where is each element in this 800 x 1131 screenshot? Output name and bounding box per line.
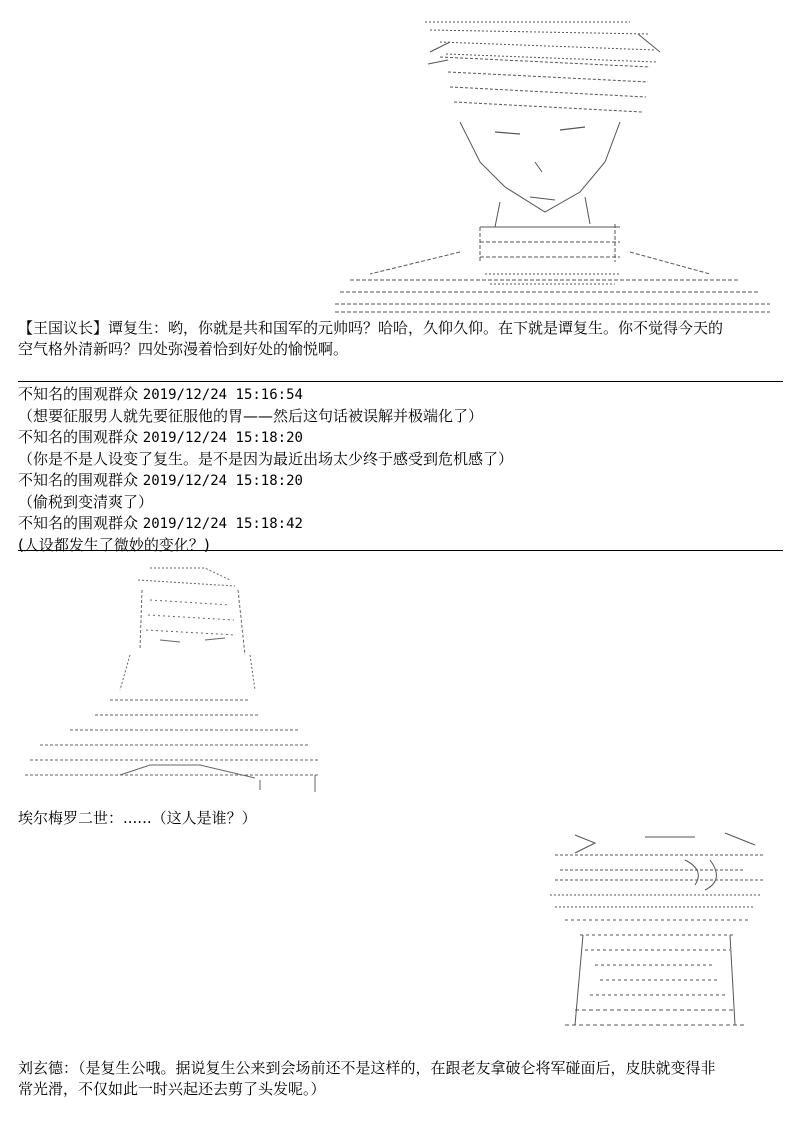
- comment-user: 不知名的围观群众: [18, 428, 139, 446]
- comment-user: 不知名的围观群众: [18, 514, 139, 532]
- ascii-art-figure-2: [20, 560, 330, 800]
- divider: [18, 381, 783, 382]
- dialogue-line: 空气格外清新吗？四处弥漫着恰到好处的愉悦啊。: [18, 340, 349, 358]
- dialogue-line: 常光滑，不仅如此一时兴起还去剪了头发呢。）: [18, 1080, 326, 1098]
- ascii-art-figure-1: [330, 12, 780, 317]
- comment-time: 2019/12/24 15:18:42: [142, 516, 303, 532]
- dialogue-panel-3: [18, 1058, 782, 1100]
- comment-text: (人设都发生了微妙的变化？): [18, 536, 210, 554]
- ascii-art-figure-3: [535, 825, 775, 1040]
- comment-time: 2019/12/24 15:16:54: [142, 387, 303, 403]
- comment-time: 2019/12/24 15:18:20: [142, 473, 303, 489]
- dialogue-line: 哟，你就是共和国军的元帅吗？哈哈，久仰久仰。在下就是谭复生。你不觉得今天的: [168, 319, 724, 337]
- dialogue-panel-1: [18, 318, 782, 360]
- comment-user: 不知名的围观群众: [18, 471, 139, 489]
- divider: [18, 550, 783, 551]
- comment-item: [18, 384, 782, 427]
- comment-time: 2019/12/24 15:18:20: [142, 430, 303, 446]
- comment-item: [18, 470, 782, 513]
- dialogue-line: 埃尔梅罗二世：......（这人是谁？）: [18, 809, 257, 827]
- comment-text: （偷税到变清爽了）: [18, 493, 154, 511]
- comment-text: （想要征服男人就先要征服他的胃——然后这句话被误解并极端化了）: [18, 407, 484, 425]
- comment-list: [18, 384, 782, 556]
- dialogue-line: 刘玄德：（是复生公哦。据说复生公来到会场前还不是这样的，在跟老友拿破仑将军碰面后，皮肤就变得非: [18, 1059, 716, 1077]
- comment-item: [18, 427, 782, 470]
- comment-text: （你是不是人设变了复生。是不是因为最近出场太少终于感受到危机感了）: [18, 450, 514, 468]
- comment-user: 不知名的围观群众: [18, 385, 139, 403]
- speaker-name: 【王国议长】谭复生：: [18, 319, 169, 337]
